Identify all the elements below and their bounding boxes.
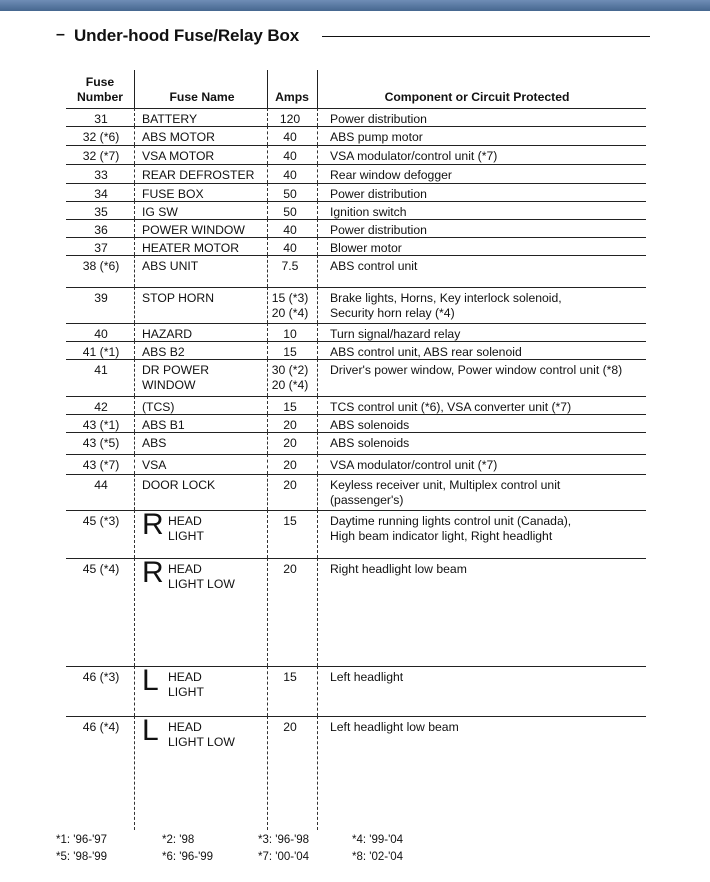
- column-divider: [267, 558, 268, 666]
- row-rule: [66, 201, 646, 202]
- heading-rule: [322, 36, 650, 37]
- row-rule: [66, 183, 646, 184]
- fuse-name: HEAD: [168, 562, 202, 576]
- column-divider: [267, 201, 268, 219]
- row-rule: [66, 237, 646, 238]
- component-protected: TCS control unit (*6), VSA converter unit (*7): [330, 400, 572, 414]
- footnote: *4: '99-'04: [352, 834, 404, 846]
- component-protected: Rear window defogger: [330, 168, 452, 182]
- fuse-amps-line2: 20 (*4): [271, 378, 309, 392]
- column-divider: [267, 164, 268, 183]
- column-divider: [317, 323, 318, 341]
- column-divider: [134, 323, 135, 341]
- fuse-number: 45 (*4): [82, 562, 120, 576]
- fuse-amps: 15 (*3): [271, 291, 309, 305]
- component-protected: VSA modulator/control unit (*7): [330, 458, 498, 472]
- fuse-amps-line2: 20 (*4): [271, 306, 309, 320]
- fuse-name-line2: LIGHT LOW: [168, 735, 235, 749]
- section-heading: [56, 26, 650, 50]
- column-divider: [317, 341, 318, 359]
- fuse-amps: 20: [283, 436, 297, 450]
- fuse-name: REAR DEFROSTER: [142, 168, 255, 182]
- footnote: *1: '96-'97: [56, 834, 108, 846]
- footnote: *6: '96-'99: [162, 851, 214, 863]
- fuse-amps: 7.5: [281, 259, 299, 273]
- row-rule: [66, 432, 646, 433]
- fuse-amps: 40: [283, 223, 297, 237]
- column-divider: [134, 126, 135, 145]
- row-rule: [66, 164, 646, 165]
- row-rule: [66, 219, 646, 220]
- fuse-number: 43 (*5): [82, 436, 120, 450]
- column-divider: [317, 201, 318, 219]
- component-protected: Left headlight low beam: [330, 720, 459, 734]
- right-side-marker: R: [142, 556, 164, 589]
- fuse-name: DR POWER: [142, 363, 210, 377]
- component-protected: Power distribution: [330, 223, 427, 237]
- fuse-amps: 50: [283, 187, 297, 201]
- column-divider: [267, 414, 268, 432]
- fuse-number: 43 (*7): [82, 458, 120, 472]
- fuse-amps: 40: [283, 130, 297, 144]
- fuse-number: 31: [94, 112, 108, 126]
- column-divider: [134, 255, 135, 287]
- column-divider: [134, 666, 135, 716]
- component-protected-line2: Security horn relay (*4): [330, 306, 455, 320]
- heading-dash: –: [56, 26, 65, 43]
- fuse-amps: 20: [283, 562, 297, 576]
- fuse-name: ABS B1: [142, 418, 185, 432]
- fuse-amps: 15: [283, 514, 297, 528]
- column-divider: [134, 414, 135, 432]
- row-rule: [66, 287, 646, 288]
- column-divider: [317, 510, 318, 558]
- fuse-name-line2: LIGHT: [168, 529, 204, 543]
- fuse-name: ABS B2: [142, 345, 185, 359]
- component-protected: Turn signal/hazard relay: [330, 327, 461, 341]
- fuse-number: 42: [94, 400, 108, 414]
- footnote: *5: '98-'99: [56, 851, 108, 863]
- row-rule: [66, 454, 646, 455]
- fuse-amps: 120: [279, 112, 301, 126]
- fuse-name: HEAD: [168, 720, 202, 734]
- fuse-amps: 15: [283, 400, 297, 414]
- column-divider: [134, 145, 135, 164]
- fuse-number: 35: [94, 205, 108, 219]
- column-divider: [317, 126, 318, 145]
- column-divider: [317, 414, 318, 432]
- column-divider: [317, 474, 318, 510]
- fuse-name: IG SW: [142, 205, 178, 219]
- column-divider: [267, 219, 268, 237]
- fuse-number: 32 (*7): [82, 149, 120, 163]
- fuse-number: 43 (*1): [82, 418, 120, 432]
- fuse-amps: 10: [283, 327, 297, 341]
- fuse-number: 33: [94, 168, 108, 182]
- fuse-name: HAZARD: [142, 327, 193, 341]
- column-divider: [317, 219, 318, 237]
- fuse-name: HEAD: [168, 514, 202, 528]
- header-divider: [317, 70, 318, 108]
- top-window-bar: [0, 0, 710, 11]
- component-protected-line2: (passenger's): [330, 493, 404, 507]
- column-divider: [267, 287, 268, 323]
- row-rule: [66, 414, 646, 415]
- column-divider: [267, 510, 268, 558]
- component-protected: Power distribution: [330, 187, 427, 201]
- header-amps: Amps: [275, 90, 309, 104]
- column-divider: [317, 237, 318, 255]
- row-rule: [66, 255, 646, 256]
- component-protected: ABS solenoids: [330, 436, 410, 450]
- column-divider: [134, 510, 135, 558]
- fuse-name: FUSE BOX: [142, 187, 204, 201]
- fuse-name: ABS MOTOR: [142, 130, 215, 144]
- fuse-name: (TCS): [142, 400, 175, 414]
- column-divider: [134, 474, 135, 510]
- column-divider: [267, 474, 268, 510]
- fuse-name: HEAD: [168, 670, 202, 684]
- fuse-name: BATTERY: [142, 112, 198, 126]
- column-divider: [134, 454, 135, 474]
- column-divider: [317, 145, 318, 164]
- fuse-name: ABS: [142, 436, 167, 450]
- fuse-number: 38 (*6): [82, 259, 120, 273]
- row-rule: [66, 396, 646, 397]
- column-divider: [267, 126, 268, 145]
- column-divider: [267, 396, 268, 414]
- column-divider: [134, 716, 135, 830]
- component-protected: ABS pump motor: [330, 130, 423, 144]
- fuse-number: 41 (*1): [82, 345, 120, 359]
- page-title: Under-hood Fuse/Relay Box: [74, 26, 300, 45]
- fuse-number: 44: [94, 478, 108, 492]
- fuse-number: 39: [94, 291, 108, 305]
- left-side-marker: L: [142, 714, 159, 747]
- footnote: *8: '02-'04: [352, 851, 404, 863]
- column-divider: [317, 432, 318, 454]
- header-component: Component or Circuit Protected: [384, 90, 570, 104]
- fuse-number: 45 (*3): [82, 514, 120, 528]
- column-divider: [134, 341, 135, 359]
- right-side-marker: R: [142, 508, 164, 541]
- fuse-number: 41: [94, 363, 108, 377]
- header-rule: [66, 108, 646, 109]
- component-protected: Driver's power window, Power window control unit (*8): [330, 363, 623, 377]
- row-rule: [66, 341, 646, 342]
- column-divider: [267, 108, 268, 126]
- fuse-amps: 15: [283, 670, 297, 684]
- column-divider: [267, 359, 268, 396]
- column-divider: [267, 432, 268, 454]
- fuse-number: 46 (*4): [82, 720, 120, 734]
- component-protected: VSA modulator/control unit (*7): [330, 149, 498, 163]
- column-divider: [267, 323, 268, 341]
- fuse-number: 36: [94, 223, 108, 237]
- column-divider: [134, 558, 135, 666]
- component-protected: ABS control unit, ABS rear solenoid: [330, 345, 522, 359]
- fuse-name: STOP HORN: [142, 291, 215, 305]
- component-protected: Keyless receiver unit, Multiplex control unit: [330, 478, 561, 492]
- column-divider: [134, 237, 135, 255]
- fuse-name-line2: WINDOW: [142, 378, 196, 392]
- component-protected: Ignition switch: [330, 205, 407, 219]
- fuse-amps: 50: [283, 205, 297, 219]
- column-divider: [134, 396, 135, 414]
- column-divider: [317, 558, 318, 666]
- column-divider: [134, 359, 135, 396]
- column-divider: [317, 164, 318, 183]
- fuse-number: 46 (*3): [82, 670, 120, 684]
- fuse-amps: 40: [283, 241, 297, 255]
- column-divider: [317, 454, 318, 474]
- footnote: *3: '96-'98: [258, 834, 310, 846]
- row-rule: [66, 126, 646, 127]
- fuse-name: VSA MOTOR: [142, 149, 215, 163]
- row-rule: [66, 145, 646, 146]
- column-divider: [267, 716, 268, 830]
- header-fuse-number: Fuse Number: [76, 75, 124, 104]
- fuse-number: 40: [94, 327, 108, 341]
- left-side-marker: L: [142, 664, 159, 697]
- row-rule: [66, 474, 646, 475]
- column-divider: [267, 145, 268, 164]
- fuse-name: HEATER MOTOR: [142, 241, 240, 255]
- column-divider: [317, 108, 318, 126]
- column-divider: [317, 666, 318, 716]
- component-protected: Left headlight: [330, 670, 404, 684]
- column-divider: [317, 359, 318, 396]
- column-divider: [267, 454, 268, 474]
- column-divider: [267, 255, 268, 287]
- fuse-name: ABS UNIT: [142, 259, 199, 273]
- fuse-amps: 20: [283, 720, 297, 734]
- header-fuse-name: Fuse Name: [169, 90, 235, 104]
- column-divider: [317, 716, 318, 830]
- fuse-name: DOOR LOCK: [142, 478, 216, 492]
- column-divider: [134, 201, 135, 219]
- component-protected: Blower motor: [330, 241, 402, 255]
- component-protected: Brake lights, Horns, Key interlock solenoid,: [330, 291, 562, 305]
- header-divider: [134, 70, 135, 108]
- footnote: *2: '98: [162, 834, 195, 846]
- fuse-number: 32 (*6): [82, 130, 120, 144]
- fuse-number: 34: [94, 187, 108, 201]
- component-protected: Power distribution: [330, 112, 427, 126]
- component-protected-line2: High beam indicator light, Right headlight: [330, 529, 553, 543]
- fuse-name: VSA: [142, 458, 167, 472]
- fuse-name-line2: LIGHT: [168, 685, 204, 699]
- column-divider: [134, 164, 135, 183]
- fuse-amps: 30 (*2): [271, 363, 309, 377]
- column-divider: [134, 219, 135, 237]
- column-divider: [317, 183, 318, 201]
- column-divider: [134, 108, 135, 126]
- column-divider: [317, 287, 318, 323]
- fuse-name: POWER WINDOW: [142, 223, 245, 237]
- fuse-amps: 40: [283, 149, 297, 163]
- footnote: *7: '00-'04: [258, 851, 310, 863]
- component-protected: ABS control unit: [330, 259, 418, 273]
- fuse-amps: 20: [283, 478, 297, 492]
- row-rule: [66, 359, 646, 360]
- fuse-name-line2: LIGHT LOW: [168, 577, 235, 591]
- component-protected: Daytime running lights control unit (Canada),: [330, 514, 572, 528]
- fuse-amps: 15: [283, 345, 297, 359]
- column-divider: [267, 183, 268, 201]
- column-divider: [317, 255, 318, 287]
- fuse-amps: 40: [283, 168, 297, 182]
- column-divider: [317, 396, 318, 414]
- fuse-amps: 20: [283, 418, 297, 432]
- component-protected: Right headlight low beam: [330, 562, 467, 576]
- column-divider: [267, 237, 268, 255]
- column-divider: [134, 183, 135, 201]
- component-protected: ABS solenoids: [330, 418, 410, 432]
- row-rule: [66, 323, 646, 324]
- column-divider: [267, 666, 268, 716]
- fuse-number: 37: [94, 241, 108, 255]
- fuse-amps: 20: [283, 458, 297, 472]
- header-divider: [267, 70, 268, 108]
- column-divider: [134, 287, 135, 323]
- column-divider: [267, 341, 268, 359]
- column-divider: [134, 432, 135, 454]
